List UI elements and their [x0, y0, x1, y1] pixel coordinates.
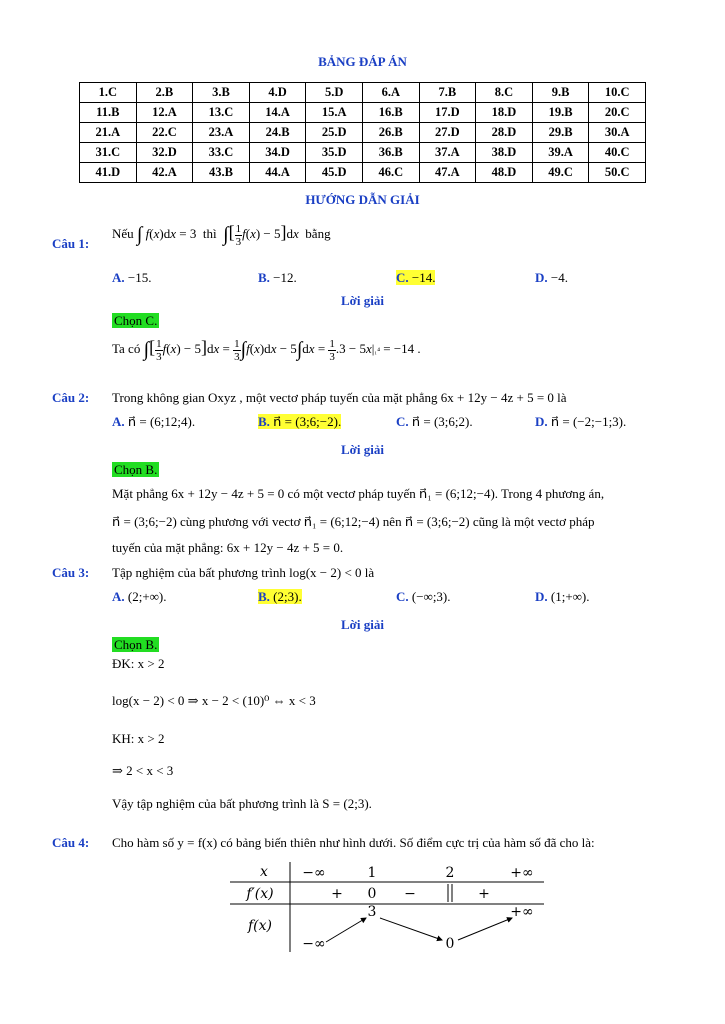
q2-solution-heading: Lời giải	[341, 442, 384, 457]
q1-solution-heading: Lời giải	[341, 293, 384, 308]
answer-cell: 38.D	[476, 143, 533, 163]
q2-solution-line-3: tuyến của mặt phẳng: 6x + 12y − 4z + 5 = 0.	[112, 540, 344, 555]
var-f-label: f(x)	[247, 918, 273, 934]
answer-cell: 50.C	[589, 163, 646, 183]
var-f-0: −∞	[302, 936, 326, 952]
answer-row	[80, 83, 646, 103]
var-fprime-label: f′(x)	[246, 886, 274, 902]
answer-cell: 13.C	[193, 103, 250, 123]
answer-key-heading: BẢNG ĐÁP ÁN	[318, 54, 407, 69]
answer-cell: 19.B	[532, 103, 589, 123]
q2-label: Câu 2:	[52, 390, 90, 405]
answer-cell: 24.B	[249, 123, 306, 143]
variation-table	[222, 860, 552, 960]
answer-cell: 10.C	[589, 83, 646, 103]
answer-cell: 36.B	[362, 143, 419, 163]
answer-table	[79, 82, 646, 183]
q3-option-b[interactable]: B. (2;3).	[258, 589, 302, 604]
answer-row	[80, 123, 646, 143]
var-x-2: 2	[445, 865, 455, 881]
answer-cell: 37.A	[419, 143, 476, 163]
q4-label: Câu 4:	[52, 835, 90, 850]
answer-cell: 27.D	[419, 123, 476, 143]
q3-conclusion: Vậy tập nghiệm của bất phương trình là S = (2;3).	[112, 796, 372, 811]
answer-cell: 46.C	[362, 163, 419, 183]
answer-cell: 16.B	[362, 103, 419, 123]
q2-option-a[interactable]: A. n⃗ = (6;12;4).	[112, 414, 196, 429]
answer-cell: 40.C	[589, 143, 646, 163]
answer-cell: 41.D	[80, 163, 137, 183]
q3-stem: Tập nghiệm của bất phương trình log(x − 2) < 0 là	[112, 565, 375, 580]
answer-cell: 20.C	[589, 103, 646, 123]
answer-cell: 28.D	[476, 123, 533, 143]
q2-solution-line-2: n⃗ = (3;6;−2) cùng phương với vectơ n⃗₁ = (6;12;−4) nên n⃗ = (3;6;−2) cũng là một vectơ pháp	[112, 514, 595, 529]
q3-step: log(x − 2) < 0 ⇒ x − 2 < (10)⁰ ⇔ x < 3	[112, 693, 316, 708]
answer-cell: 43.B	[193, 163, 250, 183]
answer-row	[80, 143, 646, 163]
answer-cell: 8.C	[476, 83, 533, 103]
answer-cell: 39.A	[532, 143, 589, 163]
answer-cell: 2.B	[136, 83, 193, 103]
answer-cell: 31.C	[80, 143, 137, 163]
q2-option-b[interactable]: B. n⃗ = (3;6;−2).	[258, 414, 342, 429]
var-x-3: +∞	[510, 865, 534, 881]
q3-condition: ĐK: x > 2	[112, 656, 165, 671]
answer-cell: 32.D	[136, 143, 193, 163]
q2-solution-line-1: Mặt phẳng 6x + 12y − 4z + 5 = 0 có một vectơ pháp tuyến n⃗₁ = (6;12;−4). Trong 4 phương án,	[112, 486, 605, 501]
answer-cell: 49.C	[532, 163, 589, 183]
var-f-3: +∞	[510, 904, 534, 920]
answer-cell: 14.A	[249, 103, 306, 123]
q1-label: Câu 1:	[52, 236, 90, 251]
answer-cell: 30.A	[589, 123, 646, 143]
answer-cell: 4.D	[249, 83, 306, 103]
q2-choose: Chọn B.	[114, 462, 158, 477]
var-x-1: 1	[367, 865, 377, 881]
answer-cell: 23.A	[193, 123, 250, 143]
q3-choose: Chọn B.	[114, 637, 158, 652]
var-sign-2: −	[404, 886, 416, 902]
answer-cell: 44.A	[249, 163, 306, 183]
answer-cell: 33.C	[193, 143, 250, 163]
answer-cell: 18.D	[476, 103, 533, 123]
guide-heading: HƯỚNG DẪN GIẢI	[305, 192, 420, 207]
q3-implication: ⇒ 2 < x < 3	[112, 763, 174, 778]
answer-row	[80, 163, 646, 183]
q4-stem: Cho hàm số y = f(x) có bảng biến thiên như hình dưới. Số điểm cực trị của hàm số đã cho là:	[112, 835, 595, 850]
answer-cell: 25.D	[306, 123, 363, 143]
q1-option-b[interactable]: B. −12.	[258, 270, 297, 285]
q3-solution-heading: Lời giải	[341, 617, 384, 632]
q2-option-d[interactable]: D. n⃗ = (−2;−1;3).	[535, 414, 627, 429]
var-x-label: x	[260, 864, 268, 880]
answer-cell: 1.C	[80, 83, 137, 103]
var-sign-3: +	[478, 886, 490, 902]
answer-cell: 5.D	[306, 83, 363, 103]
q1-stem: Nếu ∫ f(x)dx = 3 thì ∫[ $\frac{1}{3}$ f(x) − 5]dx bằng	[112, 222, 331, 248]
answer-cell: 48.D	[476, 163, 533, 183]
var-sign-0: +	[331, 886, 343, 902]
var-f-1: 3	[367, 904, 377, 920]
answer-cell: 21.A	[80, 123, 137, 143]
answer-cell: 11.B	[80, 103, 137, 123]
answer-cell: 34.D	[249, 143, 306, 163]
var-x-0: −∞	[302, 865, 326, 881]
q3-combine: KH: x > 2	[112, 731, 165, 746]
answer-cell: 47.A	[419, 163, 476, 183]
var-f-2: 0	[445, 936, 455, 952]
answer-cell: 29.B	[532, 123, 589, 143]
answer-cell: 9.B	[532, 83, 589, 103]
answer-cell: 17.D	[419, 103, 476, 123]
q3-option-d[interactable]: D. (1;+∞).	[535, 589, 590, 604]
answer-cell: 15.A	[306, 103, 363, 123]
q1-option-a[interactable]: A. −15.	[112, 270, 152, 285]
q2-stem: Trong không gian Oxyz , một vectơ pháp tuyến của mặt phẳng 6x + 12y − 4z + 5 = 0 là	[112, 390, 567, 405]
answer-cell: 3.B	[193, 83, 250, 103]
var-sign-1: 0	[367, 886, 377, 902]
answer-cell: 12.A	[136, 103, 193, 123]
var-arrow-down	[380, 918, 442, 940]
q2-option-c[interactable]: C. n⃗ = (3;6;2).	[396, 414, 473, 429]
q1-solution: Ta có ∫[ $\frac{1}{3}$ f(x) − 5]dx = $\frac{1}{3}$ ∫f(x)dx − 5∫dx = $\frac{1}{3}$ .3 − 5x|₁⁴ = −14 .	[112, 337, 421, 363]
answer-cell: 35.D	[306, 143, 363, 163]
q3-option-a[interactable]: A. (2;+∞).	[112, 589, 167, 604]
answer-cell: 26.B	[362, 123, 419, 143]
q3-label: Câu 3:	[52, 565, 90, 580]
q1-choose: Chọn C.	[114, 313, 158, 328]
var-arrow-up-1	[326, 918, 366, 942]
answer-cell: 22.C	[136, 123, 193, 143]
answer-cell: 42.A	[136, 163, 193, 183]
answer-cell: 7.B	[419, 83, 476, 103]
q1-option-d[interactable]: D. −4.	[535, 270, 568, 285]
q3-option-c[interactable]: C. (−∞;3).	[396, 589, 451, 604]
q1-option-c[interactable]: C. −14.	[396, 270, 436, 285]
answer-cell: 6.A	[362, 83, 419, 103]
var-arrow-up-2	[458, 918, 512, 940]
answer-row	[80, 103, 646, 123]
answer-cell: 45.D	[306, 163, 363, 183]
